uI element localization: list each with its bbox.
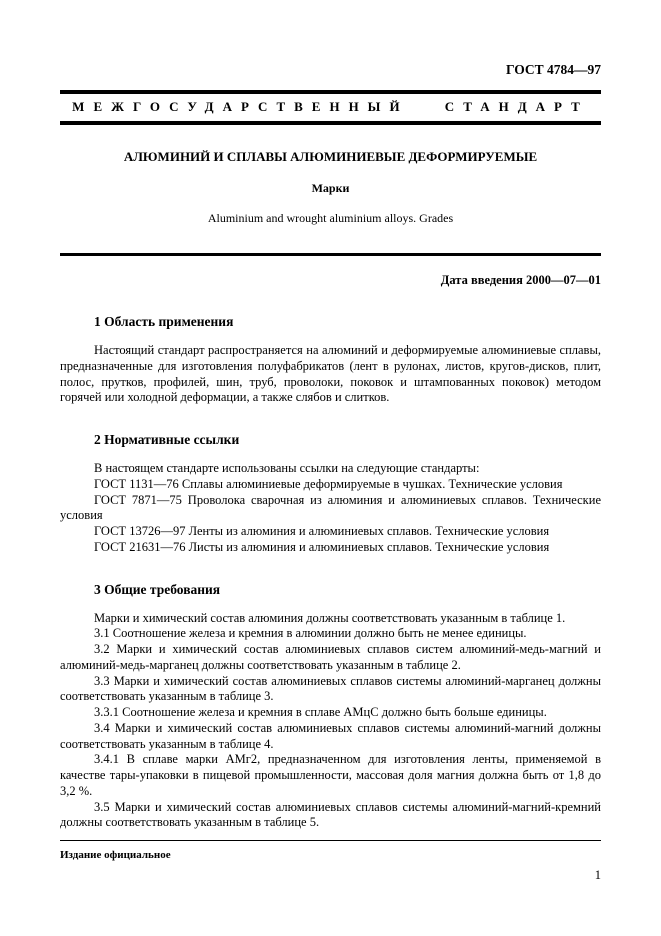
page-title-en: Aluminium and wrought aluminium alloys. Grades xyxy=(207,211,454,225)
effective-date: Дата введения 2000—07—01 xyxy=(440,273,601,287)
separator-rule xyxy=(60,253,601,256)
standard-reference: ГОСТ 21631—76 Листы из алюминия и алюминиевых сплавов. Технические условия xyxy=(94,539,550,554)
paragraph: 3.5 Марки и химический состав алюминиевых сплавов системы алюминий-магний-кремний должны соответствовать указанным в таблице 5. xyxy=(60,799,601,830)
paragraph: 3.4 Марки и химический состав алюминиевых сплавов системы алюминий-магний должны соответствовать указанным в таблице 4. xyxy=(60,720,601,751)
paragraph: 3.3.1 Соотношение железа и кремния в сплаве АМцС должно быть больше единицы. xyxy=(94,705,547,719)
standard-reference: ГОСТ 13726—97 Ленты из алюминия и алюминиевых сплавов. Технические условия xyxy=(94,524,550,538)
section-2-heading: 2 Нормативные ссылки xyxy=(94,432,240,447)
page-subtitle: Марки xyxy=(311,181,350,195)
section-3-heading: 3 Общие требования xyxy=(94,581,221,597)
paragraph: В настоящем стандарте использованы ссылки на следующие стандарты: xyxy=(94,461,480,475)
paragraph: 3.3 Марки и химический состав алюминиевых сплавов системы алюминий-марганец должны соответствовать указанным в таблице 3. xyxy=(60,673,601,704)
paragraph: Марки и химический состав алюминия должны соответствовать указанным в таблице 1. xyxy=(94,610,566,625)
paragraph: 3.2 Марки и химический состав алюминиевых сплавов систем алюминий-медь-магний и алюминий-медь-марганец должны соответствовать указанным в таблице 2. xyxy=(60,642,601,672)
paragraph: Настоящий стандарт распространяется на алюминий и деформируемые алюминиевые сплавы, предназначенные для изготовления полуфабрикатов (лент в рулонах, листов, кругов-дисков, плит, полос, прутков, профилей, шин, труб, проволоки, поковок и штампованных поковок) методом горячей или холодной деформации, а также слябов и слитков. xyxy=(60,343,601,405)
standard-reference: ГОСТ 7871—75 Проволока сварочная из алюминия и алюминиевых сплавов. Технические условия xyxy=(60,492,601,523)
section-1-heading: 1 Область применения xyxy=(94,314,234,329)
page-number: 1 xyxy=(594,868,601,882)
standard-banner xyxy=(60,90,601,125)
page-title: АЛЮМИНИЙ И СПЛАВЫ АЛЮМИНИЕВЫЕ ДЕФОРМИРУЕМЫЕ xyxy=(123,149,538,164)
paragraph: 3.1 Соотношение железа и кремния в алюминии должно быть не менее единицы. xyxy=(94,626,527,641)
standard-banner-text: МЕЖГОСУДАРСТВЕННЫЙ СТАНДАРТ xyxy=(72,99,589,114)
footer-rule xyxy=(60,840,601,863)
edition-note: Издание официальное xyxy=(60,849,171,861)
doc-ref: ГОСТ 4784—97 xyxy=(505,62,601,77)
standard-reference: ГОСТ 1131—76 Сплавы алюминиевые деформируемые в чушках. Технические условия xyxy=(94,476,563,491)
paragraph: 3.4.1 В сплаве марки АМг2, предназначенном для изготовления ленты, применяемой в качестве тары-упаковки в пищевой промышленности, массовая доля магния должна быть от 1,8 до 3,2 %. xyxy=(60,752,601,798)
